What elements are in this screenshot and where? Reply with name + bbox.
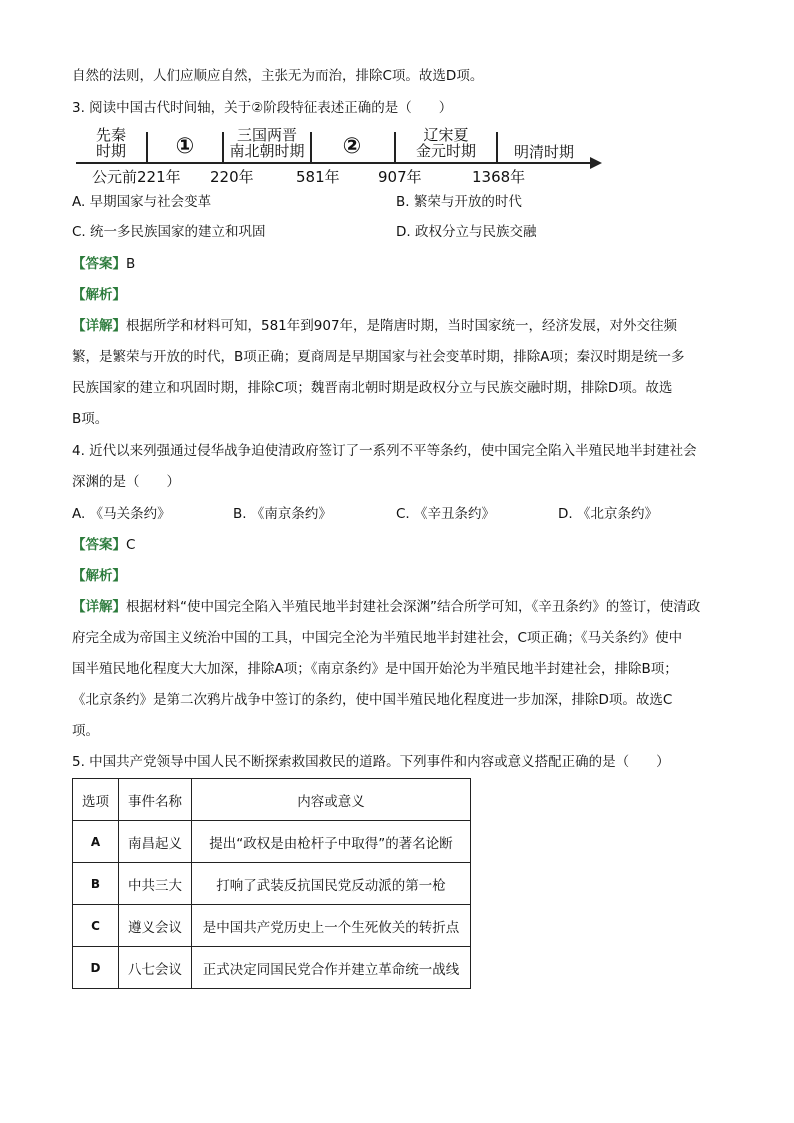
timeline-segment-label: 先秦 时期: [95, 126, 126, 160]
q3-detail-2: 繁，是繁荣与开放的时代，B项正确；夏商周是早期国家与社会变革时期，排除A项；秦汉时期是统一多: [72, 349, 685, 365]
q3-detail-1: [72, 316, 677, 336]
timeline-arrow-icon: [590, 157, 602, 169]
detail-tag: 【详解】: [72, 599, 126, 615]
analysis-tag: 【解析】: [72, 287, 126, 303]
question-4-stem-2: 深渊的是（ ）: [72, 474, 180, 490]
q4-detail-3: 国半殖民地化程度大大加深，排除A项；《南京条约》是中国开始沦为半殖民地半封建社会，排除B项；: [72, 661, 678, 677]
table-header: 内容或意义: [192, 779, 471, 821]
timeline-year: 220年: [210, 168, 254, 186]
table-cell: 八七会议: [119, 947, 192, 989]
question-4-stem-1: 4. 近代以来列强通过侵华战争迫使清政府签订了一系列不平等条约，使中国完全陷入半殖民地半封建社会: [72, 443, 697, 459]
q4-option-d: D. 《北京条约》: [558, 506, 658, 522]
q4-detail-2: 府完全成为帝国主义统治中国的工具，中国完全沦为半殖民地半封建社会，C项正确；《马关条约》使中: [72, 630, 683, 646]
timeline-segment-liaosong: [396, 127, 496, 159]
answer-value: B: [126, 256, 136, 272]
table-row: [73, 905, 471, 947]
timeline-tick: [496, 132, 498, 163]
q3-option-a: A. 早期国家与社会变革: [72, 194, 212, 210]
table-cell: A: [73, 821, 119, 863]
table-cell: 是中国共产党历史上一个生死攸关的转折点: [192, 905, 471, 947]
q4-option-c: C. 《辛丑条约》: [396, 506, 496, 522]
q4-detail-5: 项。: [72, 723, 99, 739]
timeline-circle-1: ①: [175, 134, 195, 159]
answer-tag: 【答案】: [72, 256, 126, 272]
q5-table: [72, 778, 471, 989]
table-row: [73, 863, 471, 905]
timeline-segment-xianqin: [80, 127, 142, 159]
q3-option-d: D. 政权分立与民族交融: [396, 224, 537, 240]
timeline-segment-label: 三国两晋 南北朝时期: [229, 126, 305, 160]
table-cell: 遵义会议: [119, 905, 192, 947]
table-cell: 正式决定同国民党合作并建立革命统一战线: [192, 947, 471, 989]
timeline-circle-2: ②: [342, 134, 362, 159]
timeline-axis: [76, 162, 592, 164]
timeline-segment-mingqing: 明清时期: [513, 143, 574, 161]
timeline-segment-label: 辽宋夏 金元时期: [415, 126, 476, 160]
table-cell: D: [73, 947, 119, 989]
table-cell: B: [73, 863, 119, 905]
timeline-year: 581年: [296, 168, 340, 186]
q3-detail-3: 民族国家的建立和巩固时期，排除C项；魏晋南北朝时期是政权分立与民族交融时期，排除D项。故选: [72, 380, 673, 396]
timeline-tick: [146, 132, 148, 163]
timeline-year: 907年: [378, 168, 422, 186]
q4-detail-4: 《北京条约》是第二次鸦片战争中签订的条约，使中国半殖民地化程度进一步加深，排除D项。故选C: [72, 692, 673, 708]
timeline-year: 1368年: [472, 168, 526, 186]
table-header-row: [73, 779, 471, 821]
q4-option-a: A. 《马关条约》: [72, 506, 171, 522]
question-5-stem: 5. 中国共产党领导中国人民不断探索救国救民的道路。下列事件和内容或意义搭配正确的是（ ）: [72, 754, 670, 770]
table-header: 选项: [73, 779, 119, 821]
timeline-segment-sanguo: [224, 127, 310, 159]
q4-detail-1: [72, 597, 700, 617]
question-3-stem: 3. 阅读中国古代时间轴，关于②阶段特征表述正确的是（ ）: [72, 100, 453, 116]
answer-tag: 【答案】: [72, 537, 126, 553]
q4-analysis-tag: [72, 566, 126, 586]
q3-option-c: C. 统一多民族国家的建立和巩固: [72, 224, 266, 240]
table-row: [73, 821, 471, 863]
timeline-figure: [72, 122, 612, 184]
table-cell: 中共三大: [119, 863, 192, 905]
table-cell: C: [73, 905, 119, 947]
timeline-year: 公元前221年: [92, 168, 181, 186]
q2-explanation-tail: 自然的法则，人们应顺应自然，主张无为而治，排除C项。故选D项。: [72, 68, 484, 84]
table-cell: 提出“政权是由枪杆子中取得”的著名论断: [192, 821, 471, 863]
table-cell: 打响了武装反抗国民党反动派的第一枪: [192, 863, 471, 905]
answer-value: C: [126, 537, 136, 553]
detail-text: 根据材料“使中国完全陷入半殖民地半封建社会深渊”结合所学可知，《辛丑条约》的签订，使清政: [126, 599, 701, 615]
table-cell: 南昌起义: [119, 821, 192, 863]
detail-tag: 【详解】: [72, 318, 126, 334]
analysis-tag: 【解析】: [72, 568, 126, 584]
q3-option-b: B. 繁荣与开放的时代: [396, 194, 522, 210]
q3-answer: [72, 254, 135, 274]
q3-analysis-tag: [72, 285, 126, 305]
table-row: [73, 947, 471, 989]
q4-option-b: B. 《南京条约》: [233, 506, 332, 522]
q3-detail-4: B项。: [72, 411, 109, 427]
table-header: 事件名称: [119, 779, 192, 821]
q4-answer: [72, 535, 135, 555]
detail-text: 根据所学和材料可知，581年到907年，是隋唐时期，当时国家统一，经济发展，对外交往频: [126, 318, 678, 334]
timeline-tick: [310, 132, 312, 163]
